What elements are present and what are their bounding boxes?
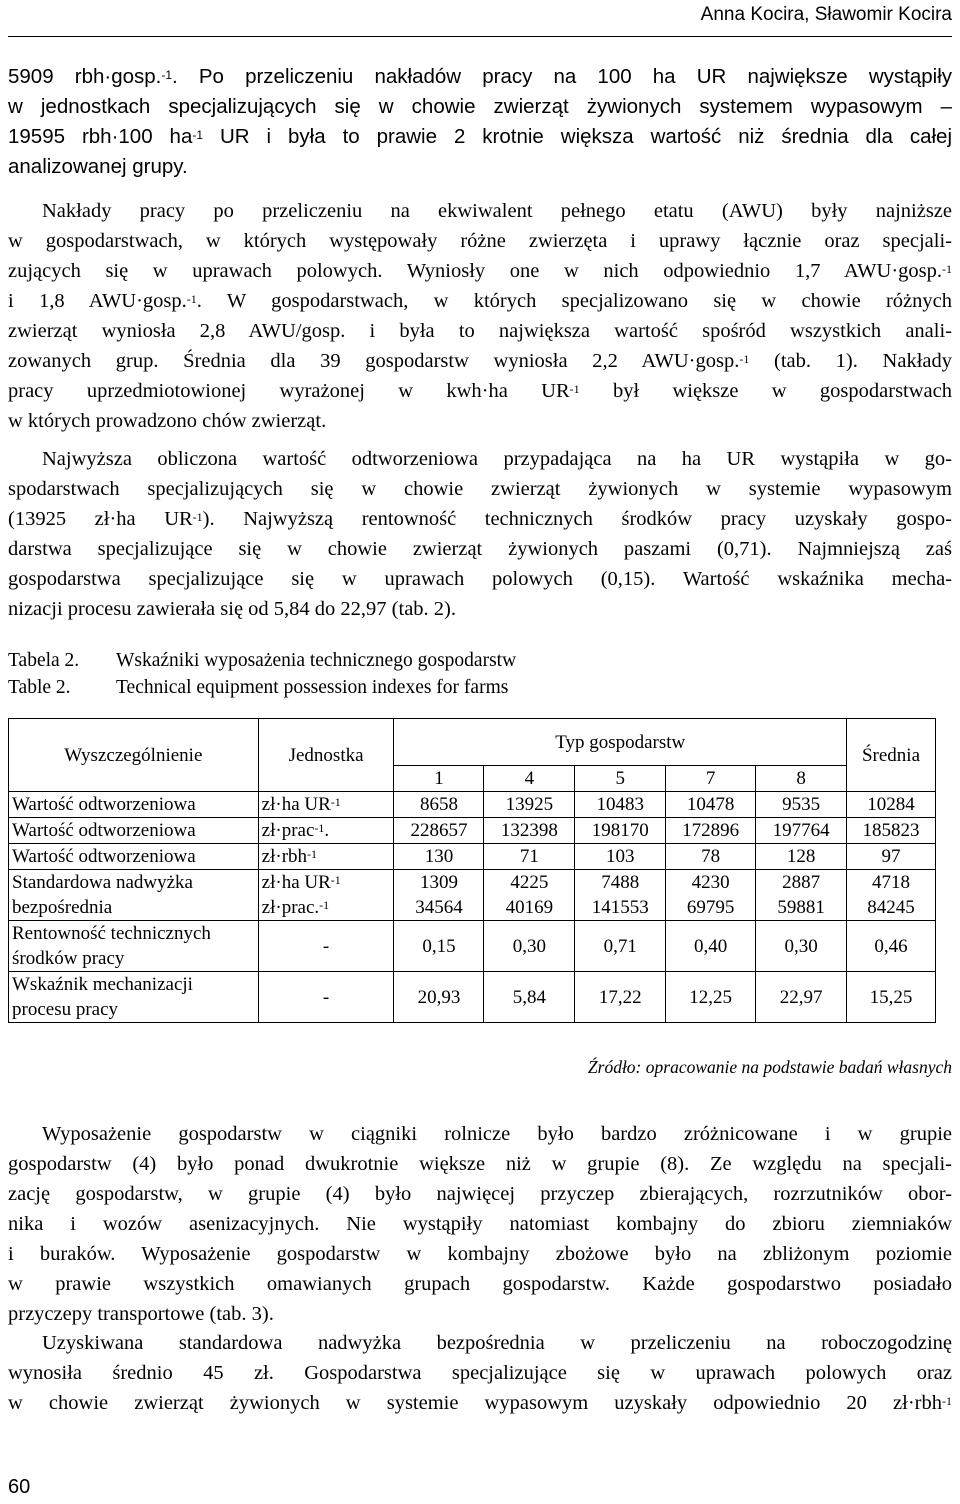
text-line: zwierząt wyniosła 2,8 AWU/gosp. i była to największa wartość spośród wszystkich anali- — [8, 320, 952, 342]
text-line: Wyposażenie gospodarstw w ciągniki rolnicze było bardzo zróżnicowane i w grupie — [42, 1123, 952, 1145]
cell-value: 17,22 — [575, 972, 666, 1023]
cell-mean: 0,46 — [847, 921, 936, 972]
cell-mean: 97 — [847, 844, 936, 870]
text-line: analizowanej grupy. — [8, 155, 188, 178]
equipment-paragraph — [8, 1119, 952, 1329]
cell-unit: zł·prac$^{-1}$. — [258, 818, 394, 844]
text-line: w gospodarstwach, w których występowały różne zwierzęta i uprawy łącznie oraz specjali- — [8, 230, 952, 252]
cell-unit: zł·ha $UR^{-1}$ — [258, 792, 394, 818]
cell-value: 20,93 — [394, 972, 484, 1023]
col-header-farm-type: Typ gospodarstw — [394, 719, 847, 766]
col-header-type-1: 1 — [394, 766, 484, 792]
text-line: 5909 rbh·gosp.$^{-1}$. Po przeliczeniu nakładów pracy na 100 ha UR największe wystąpiły — [8, 65, 953, 88]
col-header-item: Wyszczególnienie — [9, 719, 259, 792]
header-rule — [8, 36, 952, 37]
col-header-mean: Średnia — [847, 719, 936, 792]
text-line: pracy uprzedmiotowionej wyrażonej w kwh·ha $UR^{-1}$ był większe w gospodarstwach — [8, 380, 952, 402]
text-line: nika i wozów asenizacyjnych. Nie wystąpiły natomiast kombajny do zbioru ziemniaków — [8, 1213, 952, 1235]
table-caption-pl — [8, 650, 516, 672]
col-header-type-4: 4 — [484, 766, 575, 792]
gross-margin-paragraph — [8, 1328, 952, 1418]
text-line: Uzyskiwana standardowa nadwyżka bezpośrednia w przeliczeniu na roboczogodzinę — [42, 1332, 952, 1354]
table-source-note: Źródło: opracowanie na podstawie badań własnych — [587, 1057, 952, 1077]
cell-value: 78 — [666, 844, 756, 870]
text-line: zujących się w uprawach polowych. Wyniosły one w nich odpowiednio 1,7 AWU·gosp.$^{-1}$ — [8, 260, 952, 282]
col-header-type-5: 5 — [575, 766, 666, 792]
col-header-type-7: 7 — [666, 766, 756, 792]
text-line: w których prowadzono chów zwierząt. — [8, 410, 327, 432]
cell-value: 8658 — [394, 792, 484, 818]
cell-mean: 10284 — [847, 792, 936, 818]
cell-unit: zł·ha $UR^{-1}$ zł·prac.$^{-1}$ — [258, 870, 394, 921]
text-line: darstwa specjalizujące się w chowie zwierząt żywionych paszami (0,71). Najmniejszą zaś — [8, 538, 952, 560]
table-title-en: Technical equipment possession indexes for farms — [116, 677, 509, 698]
cell-item: Wartość odtworzeniowa — [9, 818, 259, 844]
text-line: w jednostkach specjalizujących się w chowie zwierząt żywionych systemem wypasowym – — [8, 95, 952, 118]
cell-value: 0,30 — [484, 921, 575, 972]
table-label-pl: Tabela 2. — [8, 650, 80, 671]
table-row — [9, 844, 936, 870]
cell-item: Wartość odtworzeniowa — [9, 844, 259, 870]
table-row — [9, 818, 936, 844]
cell-value: 0,15 — [394, 921, 484, 972]
cell-unit: - — [258, 921, 394, 972]
cell-value: 132398 — [484, 818, 575, 844]
awu-paragraph — [8, 196, 952, 436]
cell-value: 4225 40169 — [484, 870, 575, 921]
cell-item: Wskaźnik mechanizacji procesu pracy — [9, 972, 259, 1023]
running-header — [0, 0, 960, 38]
table-row — [9, 870, 936, 921]
text-line: Nakłady pracy po przeliczeniu na ekwiwalent pełnego etatu (AWU) były najniższe — [42, 200, 952, 222]
table-header-row — [9, 719, 936, 766]
cell-value: 10483 — [575, 792, 666, 818]
header-authors: Anna Kocira, Sławomir Kocira — [700, 4, 952, 25]
text-line: nizacji procesu zawierała się od 5,84 do 22,97 (tab. 2). — [8, 598, 456, 620]
cell-value: 10478 — [666, 792, 756, 818]
text-line: gospodarstwa specjalizujące się w uprawach polowych (0,15). Wartość wskaźnika mecha- — [8, 568, 952, 590]
text-line: zowanych grup. Średnia dla 39 gospodarstw wyniosła 2,2 AWU·gosp.$^{-1}$ (tab. 1). Nakłady — [8, 350, 952, 372]
cell-value: 0,30 — [756, 921, 847, 972]
cell-mean: 185823 — [847, 818, 936, 844]
cell-value: 0,71 — [575, 921, 666, 972]
cell-value: 197764 — [756, 818, 847, 844]
cell-value: 1309 34564 — [394, 870, 484, 921]
cell-value: 9535 — [756, 792, 847, 818]
cell-value: 198170 — [575, 818, 666, 844]
cell-value: 172896 — [666, 818, 756, 844]
table-title-pl: Wskaźniki wyposażenia technicznego gospodarstw — [116, 650, 517, 671]
cell-value: 2887 59881 — [756, 870, 847, 921]
table-row — [9, 921, 936, 972]
col-header-type-8: 8 — [756, 766, 847, 792]
text-line: (13925 zł·ha $UR^{-1}$). Najwyższą rentowność technicznych środków pracy uzyskały gospo- — [8, 508, 952, 530]
text-line: w chowie zwierząt żywionych w systemie wypasowym uzyskały odpowiednio 20 zł·rbh$^{-1}$ — [8, 1392, 952, 1414]
cell-value: 128 — [756, 844, 847, 870]
text-line: w prawie wszystkich omawianych grupach gospodarstw. Każde gospodarstwo posiadało — [8, 1273, 952, 1295]
text-line: 19595 rbh·100 $ha^{-1}$ UR i była to prawie 2 krotnie większa wartość niż średnia dla całej — [8, 125, 952, 148]
cell-value: 7488 141553 — [575, 870, 666, 921]
cell-value: 130 — [394, 844, 484, 870]
cell-unit: zł·rbh$^{-1}$ — [258, 844, 394, 870]
table-label-en: Table 2. — [8, 677, 71, 698]
table-row — [9, 972, 936, 1023]
cell-value: 12,25 — [666, 972, 756, 1023]
cell-item: Wartość odtworzeniowa — [9, 792, 259, 818]
text-line: wynosiła średnio 45 zł. Gospodarstwa specjalizujące się w uprawach polowych oraz — [8, 1362, 952, 1384]
page-number: 60 — [8, 1476, 31, 1498]
cell-mean: 15,25 — [847, 972, 936, 1023]
cell-value: 5,84 — [484, 972, 575, 1023]
text-line: Najwyższa obliczona wartość odtworzeniowa przypadająca na ha UR wystąpiła w go- — [42, 448, 952, 470]
cell-value: 13925 — [484, 792, 575, 818]
cell-value: 103 — [575, 844, 666, 870]
cell-value: 22,97 — [756, 972, 847, 1023]
cell-unit: - — [258, 972, 394, 1023]
cell-value: 0,40 — [666, 921, 756, 972]
text-line: i buraków. Wyposażenie gospodarstw w kombajny zbożowe było na zbliżonym poziomie — [8, 1243, 952, 1265]
equipment-table — [8, 718, 936, 1023]
table-caption-en — [8, 677, 508, 699]
text-line: spodarstwach specjalizujących się w chowie zwierząt żywionych w systemie wypasowym — [8, 478, 952, 500]
replacement-value-paragraph — [8, 444, 952, 624]
cell-item: Standardowa nadwyżka bezpośrednia — [9, 870, 259, 921]
cell-value: 228657 — [394, 818, 484, 844]
text-line: przyczepy transportowe (tab. 3). — [8, 1303, 274, 1325]
text-line: zację gospodarstw, w grupie (4) było najwięcej przyczep zbierających, rozrzutników obor- — [8, 1183, 952, 1205]
intro-paragraph — [8, 62, 952, 182]
cell-mean: 4718 84245 — [847, 870, 936, 921]
text-line: gospodarstw (4) było ponad dwukrotnie większe niż w grupie (8). Ze względu na specjali- — [8, 1153, 952, 1175]
cell-value: 4230 69795 — [666, 870, 756, 921]
text-line: i 1,8 AWU·gosp.$^{-1}$. W gospodarstwach, w których specjalizowano się w chowie różnych — [8, 290, 953, 312]
cell-item: Rentowność technicznych środków pracy — [9, 921, 259, 972]
col-header-unit: Jednostka — [258, 719, 394, 792]
cell-value: 71 — [484, 844, 575, 870]
table-row — [9, 792, 936, 818]
